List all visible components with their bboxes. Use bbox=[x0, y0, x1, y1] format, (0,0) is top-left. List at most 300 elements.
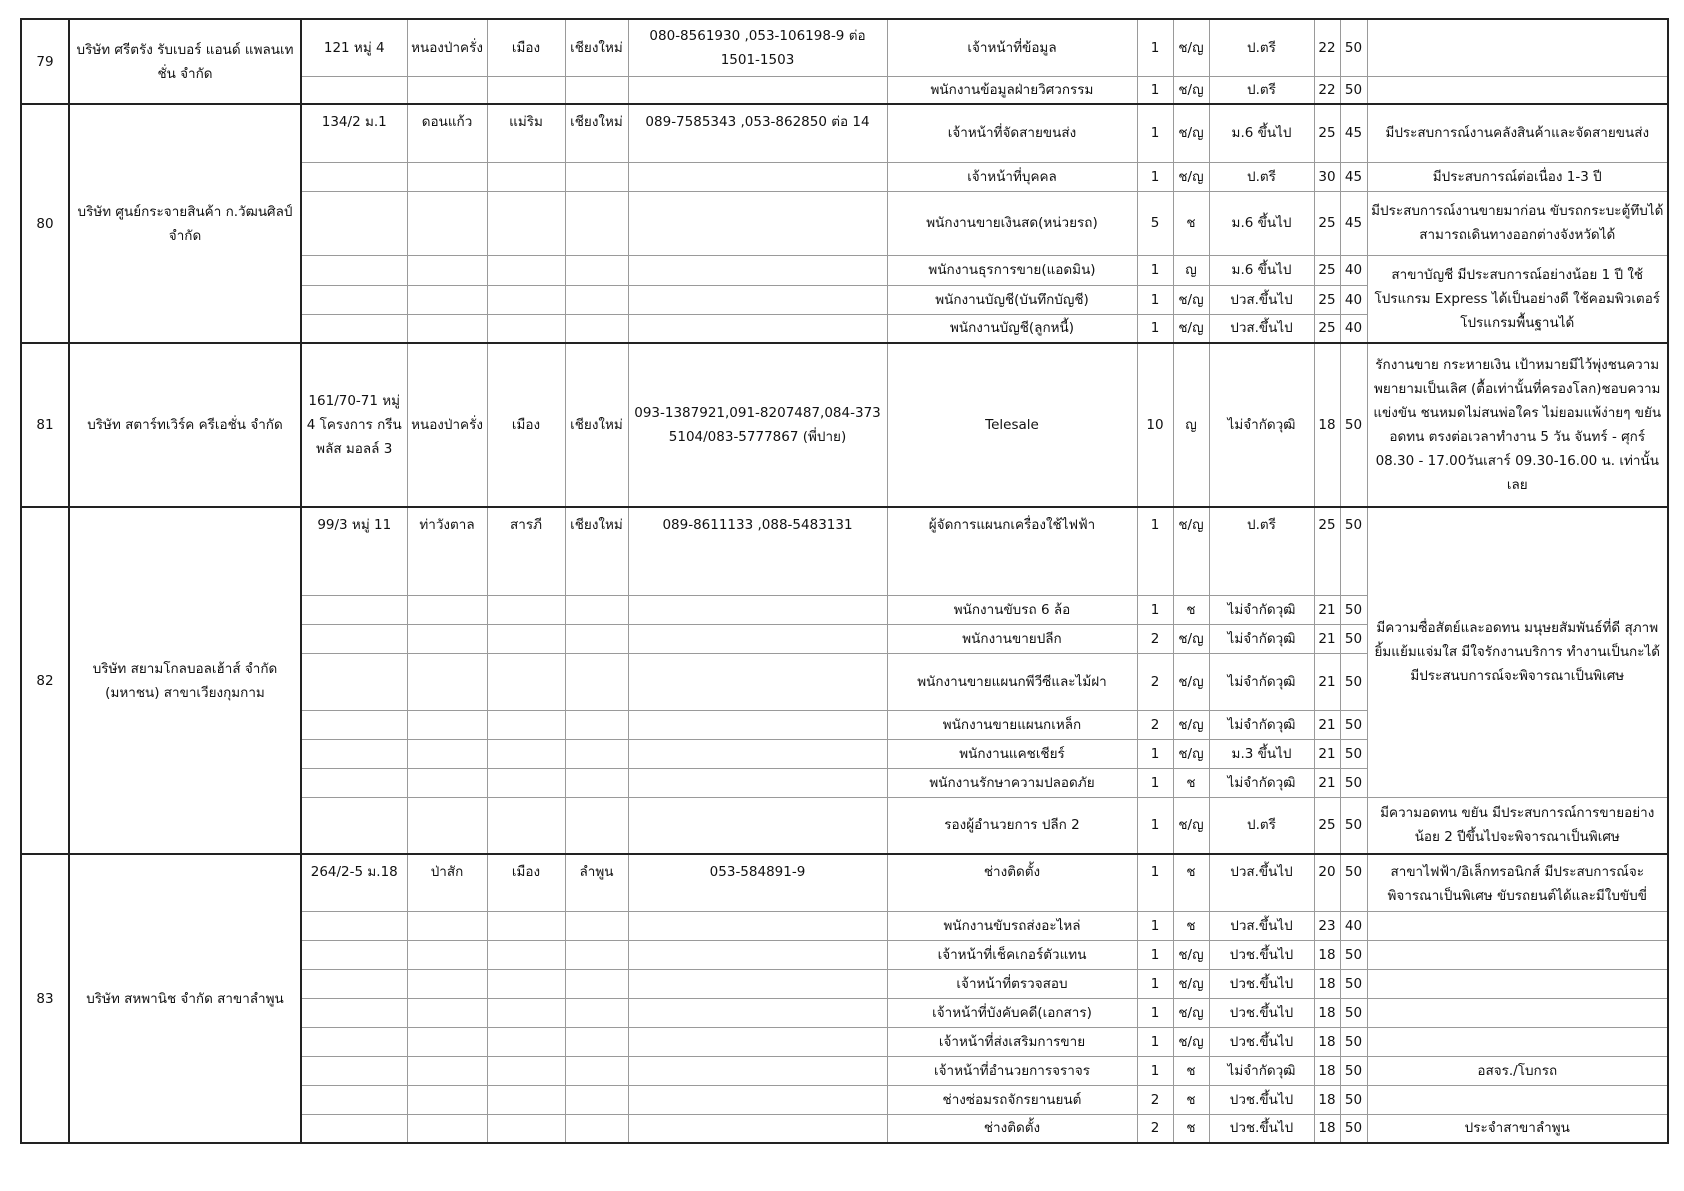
job-gender: ช bbox=[1173, 1056, 1209, 1085]
phone bbox=[628, 1027, 887, 1056]
address bbox=[301, 1114, 407, 1143]
company-group bbox=[21, 19, 1668, 104]
job-education: ปวช.ขึ้นไป bbox=[1209, 1027, 1314, 1056]
address bbox=[301, 76, 407, 104]
job-gender: ช/ญ bbox=[1173, 507, 1209, 595]
phone bbox=[628, 710, 887, 739]
province bbox=[565, 739, 628, 768]
job-note: รักงานขาย กระหายเงิน เป้าหมายมีไว้พุ่งชนความพยายามเป็นเลิศ (ตื้อเท่านั้นที่ครองโลก)ชอบความแข่งขัน ชนหมดไม่สนพ่อใคร ไม่ยอมแพ้ง่ายๆ ขยัน อดทน ตรงต่อเวลาทำงาน 5 วัน จันทร์ - ศุกร์ 08.30 - 17.00วันเสาร์ 09.30-16.00 น. เท่านั้นเลย bbox=[1367, 343, 1668, 507]
subdistrict bbox=[407, 255, 487, 285]
subdistrict bbox=[407, 969, 487, 998]
job-count: 1 bbox=[1137, 507, 1173, 595]
subdistrict bbox=[407, 595, 487, 624]
phone bbox=[628, 314, 887, 343]
subdistrict bbox=[407, 739, 487, 768]
job-age-min: 20 bbox=[1314, 854, 1340, 911]
job-gender: ช/ญ bbox=[1173, 624, 1209, 653]
job-age-max: 45 bbox=[1340, 191, 1367, 255]
job-note bbox=[1367, 1027, 1668, 1056]
job-age-max: 50 bbox=[1340, 343, 1367, 507]
job-position: พนักงานขายปลีก bbox=[887, 624, 1137, 653]
job-count: 1 bbox=[1137, 1027, 1173, 1056]
job-age-max: 50 bbox=[1340, 1085, 1367, 1114]
subdistrict bbox=[407, 797, 487, 854]
job-age-max: 50 bbox=[1340, 76, 1367, 104]
address bbox=[301, 1085, 407, 1114]
job-position: ช่างซ่อมรถจักรยานยนต์ bbox=[887, 1085, 1137, 1114]
address: 134/2 ม.1 bbox=[301, 104, 407, 162]
subdistrict bbox=[407, 998, 487, 1027]
job-gender: ช/ญ bbox=[1173, 710, 1209, 739]
job-education: ไม่จำกัดวุฒิ bbox=[1209, 768, 1314, 797]
job-age-max: 45 bbox=[1340, 162, 1367, 191]
district: เมือง bbox=[487, 19, 565, 76]
job-position: ผู้จัดการแผนกเครื่องใช้ไฟฟ้า bbox=[887, 507, 1137, 595]
job-age-min: 21 bbox=[1314, 624, 1340, 653]
district bbox=[487, 595, 565, 624]
phone: 053-584891-9 bbox=[628, 854, 887, 911]
address bbox=[301, 314, 407, 343]
job-age-min: 18 bbox=[1314, 940, 1340, 969]
job-age-min: 21 bbox=[1314, 739, 1340, 768]
district bbox=[487, 768, 565, 797]
job-position: เจ้าหน้าที่ข้อมูล bbox=[887, 19, 1137, 76]
phone bbox=[628, 739, 887, 768]
district bbox=[487, 969, 565, 998]
job-age-min: 22 bbox=[1314, 19, 1340, 76]
district bbox=[487, 653, 565, 710]
job-age-max: 50 bbox=[1340, 507, 1367, 595]
phone bbox=[628, 1085, 887, 1114]
address bbox=[301, 969, 407, 998]
phone bbox=[628, 998, 887, 1027]
job-count: 1 bbox=[1137, 998, 1173, 1027]
job-age-max: 50 bbox=[1340, 1056, 1367, 1085]
province: ลำพูน bbox=[565, 854, 628, 911]
job-education: ม.6 ขึ้นไป bbox=[1209, 191, 1314, 255]
job-education: ป.ตรี bbox=[1209, 162, 1314, 191]
phone bbox=[628, 624, 887, 653]
province: เชียงใหม่ bbox=[565, 19, 628, 76]
job-age-max: 40 bbox=[1340, 255, 1367, 285]
job-gender: ช/ญ bbox=[1173, 940, 1209, 969]
subdistrict: ท่าวังตาล bbox=[407, 507, 487, 595]
job-age-min: 18 bbox=[1314, 343, 1340, 507]
job-gender: ช/ญ bbox=[1173, 739, 1209, 768]
phone bbox=[628, 653, 887, 710]
job-gender: ช/ญ bbox=[1173, 76, 1209, 104]
job-count: 2 bbox=[1137, 1114, 1173, 1143]
province bbox=[565, 285, 628, 314]
job-count: 1 bbox=[1137, 255, 1173, 285]
job-gender: ญ bbox=[1173, 343, 1209, 507]
job-gender: ช/ญ bbox=[1173, 104, 1209, 162]
job-position: ช่างติดตั้ง bbox=[887, 854, 1137, 911]
job-count: 1 bbox=[1137, 768, 1173, 797]
address bbox=[301, 1027, 407, 1056]
subdistrict bbox=[407, 285, 487, 314]
province bbox=[565, 710, 628, 739]
job-position: เจ้าหน้าที่อำนวยการจราจร bbox=[887, 1056, 1137, 1085]
job-note bbox=[1367, 969, 1668, 998]
job-education: ปวส.ขึ้นไป bbox=[1209, 854, 1314, 911]
address: 264/2-5 ม.18 bbox=[301, 854, 407, 911]
job-gender: ช/ญ bbox=[1173, 1027, 1209, 1056]
phone bbox=[628, 911, 887, 940]
province bbox=[565, 191, 628, 255]
province bbox=[565, 1027, 628, 1056]
job-position: พนักงานธุรการขาย(แอดมิน) bbox=[887, 255, 1137, 285]
address bbox=[301, 162, 407, 191]
district: แม่ริม bbox=[487, 104, 565, 162]
phone bbox=[628, 285, 887, 314]
province bbox=[565, 255, 628, 285]
job-count: 2 bbox=[1137, 624, 1173, 653]
job-age-max: 50 bbox=[1340, 653, 1367, 710]
address bbox=[301, 191, 407, 255]
district: สารภี bbox=[487, 507, 565, 595]
job-age-max: 50 bbox=[1340, 710, 1367, 739]
company-name: บริษัท ศรีตรัง รับเบอร์ แอนด์ แพลนเทชั่น จำกัด bbox=[69, 19, 301, 104]
job-age-max: 40 bbox=[1340, 911, 1367, 940]
job-position: เจ้าหน้าที่เช็คเกอร์ตัวแทน bbox=[887, 940, 1137, 969]
job-age-min: 25 bbox=[1314, 255, 1340, 285]
job-note: มีประสบการณ์งานขายมาก่อน ขับรถกระบะตู้ทึบได้ สามารถเดินทางออกต่างจังหวัดได้ bbox=[1367, 191, 1668, 255]
job-age-min: 25 bbox=[1314, 191, 1340, 255]
job-position: พนักงานบัญชี(บันทึกบัญชี) bbox=[887, 285, 1137, 314]
job-education: ปวช.ขึ้นไป bbox=[1209, 1114, 1314, 1143]
subdistrict bbox=[407, 710, 487, 739]
job-age-min: 30 bbox=[1314, 162, 1340, 191]
province bbox=[565, 624, 628, 653]
province bbox=[565, 797, 628, 854]
phone bbox=[628, 162, 887, 191]
job-count: 1 bbox=[1137, 104, 1173, 162]
company-number: 80 bbox=[21, 104, 69, 343]
company-number: 81 bbox=[21, 343, 69, 507]
job-position: พนักงานบัญชี(ลูกหนี้) bbox=[887, 314, 1137, 343]
company-group bbox=[21, 854, 1668, 1143]
job-position: พนักงานข้อมูลฝ่ายวิศวกรรม bbox=[887, 76, 1137, 104]
subdistrict bbox=[407, 653, 487, 710]
job-age-min: 25 bbox=[1314, 797, 1340, 854]
phone bbox=[628, 191, 887, 255]
subdistrict bbox=[407, 162, 487, 191]
company-name: บริษัท สหพานิช จำกัด สาขาลำพูน bbox=[69, 854, 301, 1143]
job-age-min: 23 bbox=[1314, 911, 1340, 940]
phone bbox=[628, 797, 887, 854]
job-count: 1 bbox=[1137, 314, 1173, 343]
subdistrict bbox=[407, 911, 487, 940]
job-education: ปวส.ขึ้นไป bbox=[1209, 911, 1314, 940]
job-note bbox=[1367, 19, 1668, 76]
subdistrict bbox=[407, 314, 487, 343]
address bbox=[301, 911, 407, 940]
district bbox=[487, 76, 565, 104]
province bbox=[565, 911, 628, 940]
job-count: 10 bbox=[1137, 343, 1173, 507]
job-age-max: 50 bbox=[1340, 1027, 1367, 1056]
job-age-max: 50 bbox=[1340, 797, 1367, 854]
company-group bbox=[21, 104, 1668, 343]
job-note: สาขาบัญชี มีประสบการณ์อย่างน้อย 1 ปี ใช้โปรแกรม Express ได้เป็นอย่างดี ใช้คอมพิวเตอร์โปรแกรมพื้นฐานได้ bbox=[1367, 255, 1668, 343]
job-age-min: 21 bbox=[1314, 768, 1340, 797]
address bbox=[301, 624, 407, 653]
province: เชียงใหม่ bbox=[565, 343, 628, 507]
address bbox=[301, 1056, 407, 1085]
job-position: เจ้าหน้าที่บังคับคดี(เอกสาร) bbox=[887, 998, 1137, 1027]
job-education: ไม่จำกัดวุฒิ bbox=[1209, 1056, 1314, 1085]
job-education: ปวช.ขึ้นไป bbox=[1209, 969, 1314, 998]
province bbox=[565, 76, 628, 104]
job-gender: ช bbox=[1173, 911, 1209, 940]
job-gender: ช/ญ bbox=[1173, 314, 1209, 343]
job-age-max: 40 bbox=[1340, 314, 1367, 343]
province bbox=[565, 1114, 628, 1143]
company-group bbox=[21, 343, 1668, 507]
job-gender: ช bbox=[1173, 768, 1209, 797]
job-education: ม.6 ขึ้นไป bbox=[1209, 255, 1314, 285]
job-listing-table bbox=[20, 18, 1669, 1144]
job-education: ป.ตรี bbox=[1209, 797, 1314, 854]
job-count: 1 bbox=[1137, 595, 1173, 624]
job-gender: ช bbox=[1173, 854, 1209, 911]
job-age-max: 50 bbox=[1340, 739, 1367, 768]
company-name: บริษัท ศูนย์กระจายสินค้า ก.วัฒนศิลป์ จำกัด bbox=[69, 104, 301, 343]
job-position: ช่างติดตั้ง bbox=[887, 1114, 1137, 1143]
job-education: ไม่จำกัดวุฒิ bbox=[1209, 653, 1314, 710]
address bbox=[301, 739, 407, 768]
job-count: 2 bbox=[1137, 1085, 1173, 1114]
job-note: มีความซื่อสัตย์และอดทน มนุษยสัมพันธ์ที่ดี สุภาพ ยิ้มแย้มแจ่มใส มีใจรักงานบริการ ทำงานเป็นกะได้ มีประสนบการณ์จะพิจารณาเป็นพิเศษ bbox=[1367, 507, 1668, 797]
address bbox=[301, 998, 407, 1027]
subdistrict: หนองป่าครั่ง bbox=[407, 19, 487, 76]
phone bbox=[628, 969, 887, 998]
district bbox=[487, 739, 565, 768]
district bbox=[487, 1114, 565, 1143]
job-gender: ช/ญ bbox=[1173, 653, 1209, 710]
job-count: 1 bbox=[1137, 911, 1173, 940]
district bbox=[487, 285, 565, 314]
phone: 089-7585343 ,053-862850 ต่อ 14 bbox=[628, 104, 887, 162]
job-education: ม.6 ขึ้นไป bbox=[1209, 104, 1314, 162]
job-position: เจ้าหน้าที่จัดสายขนส่ง bbox=[887, 104, 1137, 162]
company-number: 79 bbox=[21, 19, 69, 104]
subdistrict bbox=[407, 1027, 487, 1056]
job-age-min: 22 bbox=[1314, 76, 1340, 104]
province bbox=[565, 998, 628, 1027]
district bbox=[487, 1085, 565, 1114]
province bbox=[565, 768, 628, 797]
province bbox=[565, 969, 628, 998]
job-age-max: 45 bbox=[1340, 104, 1367, 162]
district bbox=[487, 1027, 565, 1056]
job-gender: ช bbox=[1173, 595, 1209, 624]
province bbox=[565, 162, 628, 191]
job-position: พนักงานขับรถ 6 ล้อ bbox=[887, 595, 1137, 624]
address bbox=[301, 255, 407, 285]
job-age-min: 25 bbox=[1314, 314, 1340, 343]
subdistrict bbox=[407, 191, 487, 255]
job-count: 2 bbox=[1137, 710, 1173, 739]
phone: 089-8611133 ,088-5483131 bbox=[628, 507, 887, 595]
district bbox=[487, 624, 565, 653]
job-age-min: 18 bbox=[1314, 998, 1340, 1027]
subdistrict bbox=[407, 1056, 487, 1085]
job-count: 5 bbox=[1137, 191, 1173, 255]
job-gender: ช bbox=[1173, 1085, 1209, 1114]
subdistrict: ป่าสัก bbox=[407, 854, 487, 911]
phone: 093-1387921,091-8207487,084-3735104/083-5777867 (พี่ปาย) bbox=[628, 343, 887, 507]
job-age-min: 21 bbox=[1314, 595, 1340, 624]
phone bbox=[628, 76, 887, 104]
job-note bbox=[1367, 1085, 1668, 1114]
job-education: ป.ตรี bbox=[1209, 507, 1314, 595]
district bbox=[487, 940, 565, 969]
district bbox=[487, 998, 565, 1027]
job-count: 1 bbox=[1137, 1056, 1173, 1085]
job-gender: ช/ญ bbox=[1173, 969, 1209, 998]
province bbox=[565, 940, 628, 969]
job-education: ไม่จำกัดวุฒิ bbox=[1209, 710, 1314, 739]
address: 99/3 หมู่ 11 bbox=[301, 507, 407, 595]
job-age-min: 21 bbox=[1314, 710, 1340, 739]
job-note: มีประสบการณ์ต่อเนื่อง 1-3 ปี bbox=[1367, 162, 1668, 191]
job-position: รองผู้อำนวยการ ปลีก 2 bbox=[887, 797, 1137, 854]
job-gender: ช bbox=[1173, 1114, 1209, 1143]
job-gender: ช/ญ bbox=[1173, 797, 1209, 854]
job-count: 1 bbox=[1137, 797, 1173, 854]
phone: 080-8561930 ,053-106198-9 ต่อ 1501-1503 bbox=[628, 19, 887, 76]
job-position: เจ้าหน้าที่บุคคล bbox=[887, 162, 1137, 191]
job-note: ประจำสาขาลำพูน bbox=[1367, 1114, 1668, 1143]
job-education: ปวส.ขึ้นไป bbox=[1209, 285, 1314, 314]
job-age-min: 18 bbox=[1314, 1085, 1340, 1114]
job-education: ไม่จำกัดวุฒิ bbox=[1209, 624, 1314, 653]
job-note bbox=[1367, 76, 1668, 104]
phone bbox=[628, 1056, 887, 1085]
phone bbox=[628, 255, 887, 285]
district bbox=[487, 255, 565, 285]
company-name: บริษัท สตาร์ทเวิร์ค ครีเอชั่น จำกัด bbox=[69, 343, 301, 507]
district: เมือง bbox=[487, 854, 565, 911]
province bbox=[565, 314, 628, 343]
job-age-min: 25 bbox=[1314, 285, 1340, 314]
province bbox=[565, 1056, 628, 1085]
job-note bbox=[1367, 911, 1668, 940]
job-education: ม.3 ขึ้นไป bbox=[1209, 739, 1314, 768]
job-education: ไม่จำกัดวุฒิ bbox=[1209, 343, 1314, 507]
address: 161/70-71 หมู่ 4 โครงการ กรีน พลัส มอลล์ 3 bbox=[301, 343, 407, 507]
job-gender: ช/ญ bbox=[1173, 162, 1209, 191]
job-gender: ช bbox=[1173, 191, 1209, 255]
job-position: Telesale bbox=[887, 343, 1137, 507]
job-age-max: 50 bbox=[1340, 624, 1367, 653]
job-education: ป.ตรี bbox=[1209, 19, 1314, 76]
job-age-max: 50 bbox=[1340, 998, 1367, 1027]
province bbox=[565, 1085, 628, 1114]
address bbox=[301, 797, 407, 854]
job-note bbox=[1367, 998, 1668, 1027]
province: เชียงใหม่ bbox=[565, 104, 628, 162]
job-position: เจ้าหน้าที่ส่งเสริมการขาย bbox=[887, 1027, 1137, 1056]
district bbox=[487, 162, 565, 191]
job-count: 1 bbox=[1137, 739, 1173, 768]
job-education: ปวช.ขึ้นไป bbox=[1209, 940, 1314, 969]
company-number: 83 bbox=[21, 854, 69, 1143]
district bbox=[487, 314, 565, 343]
job-count: 1 bbox=[1137, 285, 1173, 314]
job-age-max: 50 bbox=[1340, 19, 1367, 76]
company-number: 82 bbox=[21, 507, 69, 854]
job-age-min: 25 bbox=[1314, 104, 1340, 162]
job-education: ปวส.ขึ้นไป bbox=[1209, 314, 1314, 343]
job-position: พนักงานขายแผนกพีวีซีและไม้ฝา bbox=[887, 653, 1137, 710]
job-age-max: 50 bbox=[1340, 595, 1367, 624]
address: 121 หมู่ 4 bbox=[301, 19, 407, 76]
job-count: 1 bbox=[1137, 854, 1173, 911]
subdistrict bbox=[407, 1114, 487, 1143]
job-education: ไม่จำกัดวุฒิ bbox=[1209, 595, 1314, 624]
subdistrict bbox=[407, 940, 487, 969]
address bbox=[301, 768, 407, 797]
province bbox=[565, 595, 628, 624]
job-count: 1 bbox=[1137, 76, 1173, 104]
job-age-max: 40 bbox=[1340, 285, 1367, 314]
job-note: มีประสบการณ์งานคลังสินค้าและจัดสายขนส่ง bbox=[1367, 104, 1668, 162]
address bbox=[301, 653, 407, 710]
subdistrict: หนองป่าครั่ง bbox=[407, 343, 487, 507]
phone bbox=[628, 1114, 887, 1143]
job-count: 1 bbox=[1137, 162, 1173, 191]
company-name: บริษัท สยามโกลบอลเฮ้าส์ จำกัด (มหาชน) สาขาเวียงกุมกาม bbox=[69, 507, 301, 854]
job-position: พนักงานขายแผนกเหล็ก bbox=[887, 710, 1137, 739]
job-position: เจ้าหน้าที่ตรวจสอบ bbox=[887, 969, 1137, 998]
district: เมือง bbox=[487, 343, 565, 507]
job-note bbox=[1367, 940, 1668, 969]
job-count: 1 bbox=[1137, 940, 1173, 969]
district bbox=[487, 911, 565, 940]
job-education: ป.ตรี bbox=[1209, 76, 1314, 104]
job-gender: ช/ญ bbox=[1173, 285, 1209, 314]
job-position: พนักงานแคชเชียร์ bbox=[887, 739, 1137, 768]
job-count: 1 bbox=[1137, 969, 1173, 998]
job-age-max: 50 bbox=[1340, 768, 1367, 797]
job-note: สาขาไฟฟ้า/อิเล็กทรอนิกส์ มีประสบการณ์จะพิจารณาเป็นพิเศษ ขับรถยนต์ได้และมีใบขับขี่ bbox=[1367, 854, 1668, 911]
job-note: มีความอดทน ขยัน มีประสบการณ์การขายอย่างน้อย 2 ปีขึ้นไปจะพิจารณาเป็นพิเศษ bbox=[1367, 797, 1668, 854]
district bbox=[487, 1056, 565, 1085]
subdistrict bbox=[407, 1085, 487, 1114]
job-count: 1 bbox=[1137, 19, 1173, 76]
phone bbox=[628, 595, 887, 624]
job-age-min: 18 bbox=[1314, 1056, 1340, 1085]
subdistrict bbox=[407, 624, 487, 653]
address bbox=[301, 285, 407, 314]
job-note: อสจร./โบกรถ bbox=[1367, 1056, 1668, 1085]
subdistrict bbox=[407, 768, 487, 797]
job-gender: ช/ญ bbox=[1173, 19, 1209, 76]
job-position: พนักงานขายเงินสด(หน่วยรถ) bbox=[887, 191, 1137, 255]
job-age-min: 18 bbox=[1314, 969, 1340, 998]
province bbox=[565, 653, 628, 710]
phone bbox=[628, 940, 887, 969]
job-age-max: 50 bbox=[1340, 1114, 1367, 1143]
district bbox=[487, 191, 565, 255]
province: เชียงใหม่ bbox=[565, 507, 628, 595]
job-gender: ช/ญ bbox=[1173, 998, 1209, 1027]
job-age-min: 18 bbox=[1314, 1114, 1340, 1143]
phone bbox=[628, 768, 887, 797]
